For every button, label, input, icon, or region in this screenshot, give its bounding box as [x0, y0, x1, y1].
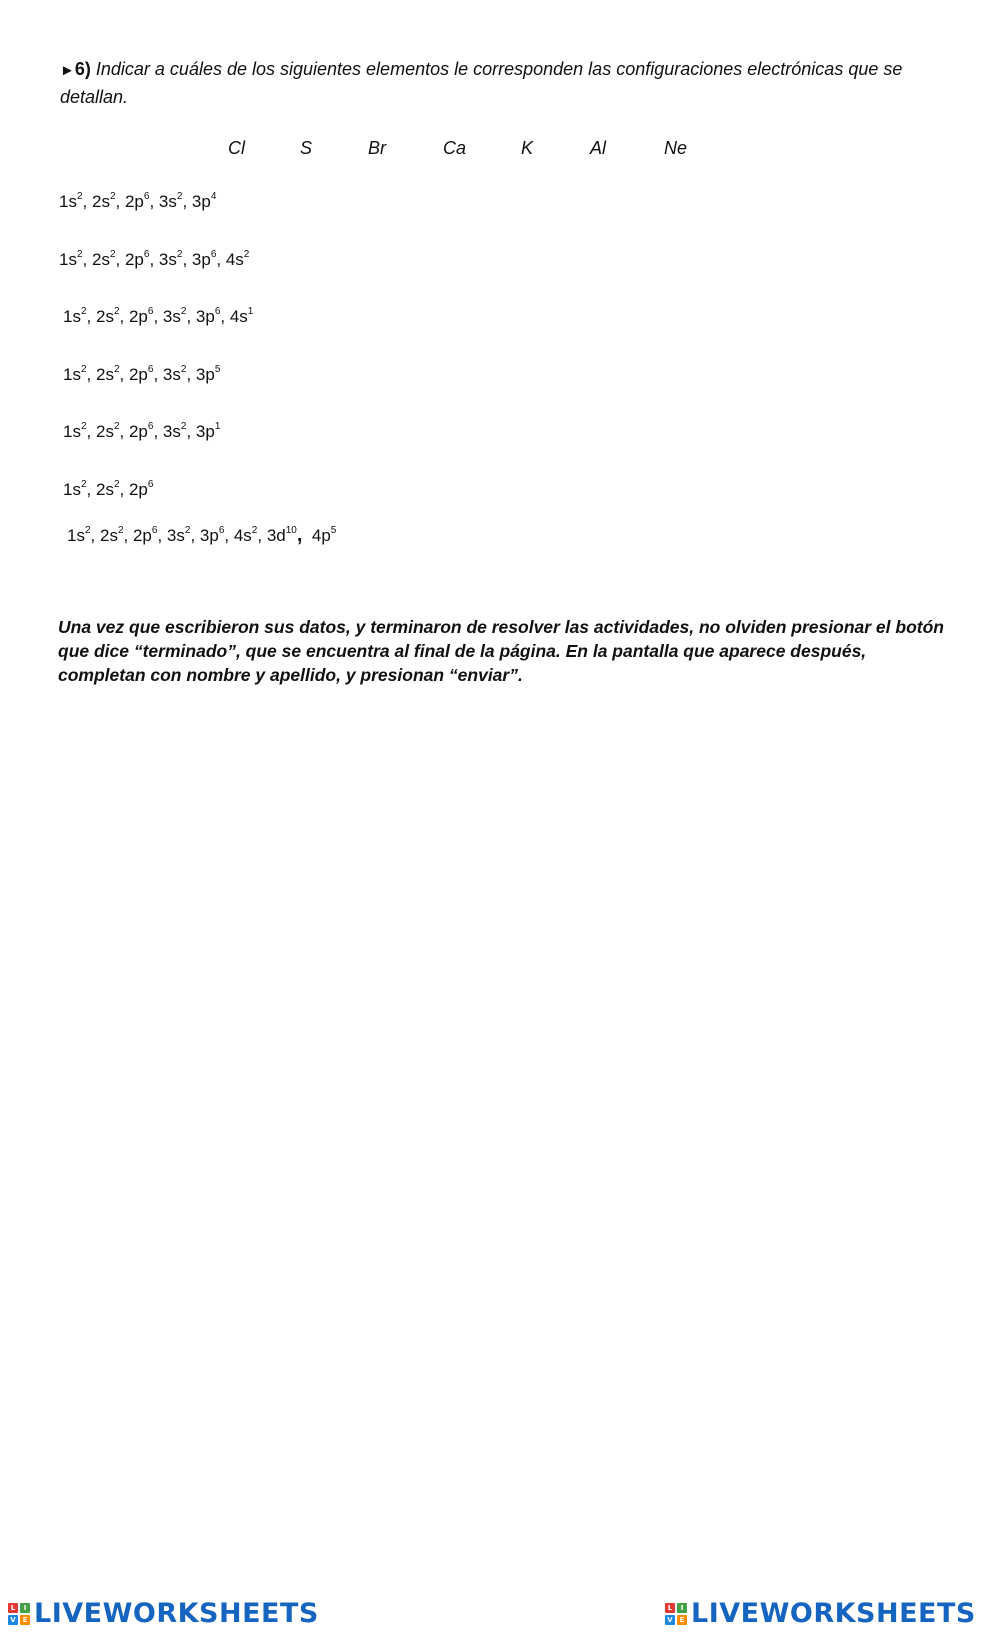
orbital-term: $2p^6$	[124, 249, 150, 269]
configuration-line: $1s^2$, $2s^2$, $2p^6$, $3s^2$, $3p^6$, $4s^1$	[63, 306, 254, 326]
logo-tile: L	[665, 1603, 675, 1613]
configuration-line: $1s^2$, $2s^2$, $2p^6$, $3s^2$, $3p^6$, $4s^2$	[59, 249, 250, 269]
orbital-term: $1s^2$	[59, 249, 83, 269]
logo-grid-icon	[8, 1603, 30, 1625]
orbital-term: $2p^6$	[132, 525, 158, 545]
orbital-term: $3s^2$	[162, 306, 187, 326]
orbital-term: $3s^2$	[158, 249, 183, 269]
orbital-term: $2s^2$	[95, 479, 120, 499]
element-symbol: Al	[590, 138, 607, 158]
orbital-term: $3p^4$	[191, 191, 217, 211]
orbital-term: $1s^2$	[59, 191, 83, 211]
logo-grid-icon	[665, 1603, 687, 1625]
logo-tile: L	[8, 1603, 18, 1613]
orbital-term: $4p^5$	[311, 525, 337, 545]
logo-tile: E	[20, 1615, 30, 1625]
configuration-line: $1s^2$, $2s^2$, $2p^6$, $3s^2$, $3p^1$	[63, 421, 221, 441]
logo-tile: E	[677, 1615, 687, 1625]
orbital-term: $2s^2$	[95, 364, 120, 384]
orbital-term: $4s^2$	[233, 525, 258, 545]
logo-tile: V	[665, 1615, 675, 1625]
orbital-term: $3p^1$	[195, 421, 221, 441]
configuration-line: $1s^2$, $2s^2$, $2p^6$, $3s^2$, $3p^6$, $4s^2$, $3d^{10}$, $4p^5$	[67, 524, 337, 546]
orbital-term: $1s^2$	[63, 421, 87, 441]
orbital-term: $1s^2$	[67, 525, 91, 545]
orbital-term: $3s^2$	[162, 421, 187, 441]
question	[60, 56, 920, 111]
orbital-term: $3s^2$	[166, 525, 191, 545]
logo-tile: I	[20, 1603, 30, 1613]
orbital-term: $4s^2$	[225, 249, 250, 269]
orbital-term: $3p^6$	[199, 525, 225, 545]
configuration-line: $1s^2$, $2s^2$, $2p^6$	[63, 479, 154, 499]
element-symbol: Ca	[443, 138, 467, 158]
orbital-term: $3s^2$	[158, 191, 183, 211]
orbital-term: $2s^2$	[95, 306, 120, 326]
orbital-term: $2s^2$	[91, 191, 116, 211]
element-symbol: Br	[368, 138, 386, 158]
logo-text: LIVEWORKSHEETS	[691, 1598, 976, 1629]
question-number: 6)	[74, 59, 91, 79]
element-symbol: Cl	[228, 138, 245, 158]
orbital-term: $4s^1$	[229, 306, 254, 326]
orbital-term: $2s^2$	[91, 249, 116, 269]
orbital-term: $2p^6$	[128, 364, 154, 384]
configuration-line: $1s^2$, $2s^2$, $2p^6$, $3s^2$, $3p^5$	[63, 364, 221, 384]
orbital-term: $2p^6$	[128, 421, 154, 441]
orbital-term: $3p^6$	[191, 249, 217, 269]
orbital-term: $3s^2$	[162, 364, 187, 384]
orbital-term: $2s^2$	[95, 421, 120, 441]
logo-text: LIVEWORKSHEETS	[34, 1598, 319, 1629]
configuration-line: $1s^2$, $2s^2$, $2p^6$, $3s^2$, $3p^4$	[59, 191, 217, 211]
instructions-note: Una vez que escribieron sus datos, y terminaron de resolver las actividades, no olviden presionar el botón que dice “terminado”, que se encuentra al final de la página. En la pantalla que aparece después, completan con nombre y apellido, y presionan “enviar”.	[58, 617, 944, 685]
orbital-term: $3d^{10}$	[266, 525, 297, 545]
logo-tile: V	[8, 1615, 18, 1625]
orbital-term: $2s^2$	[99, 525, 124, 545]
orbital-term: $1s^2$	[63, 306, 87, 326]
liveworksheets-logo-right	[665, 1598, 976, 1629]
orbital-term: $1s^2$	[63, 364, 87, 384]
orbital-term: $3p^5$	[195, 364, 221, 384]
element-symbol: K	[521, 138, 534, 158]
question-text: Indicar a cuáles de los siguientes elementos le corresponden las configuraciones electrónicas que se detallan.	[60, 59, 903, 107]
element-symbol: S	[300, 138, 313, 158]
orbital-term: $3p^6$	[195, 306, 221, 326]
orbital-term: $1s^2$	[63, 479, 87, 499]
logo-tile: I	[677, 1603, 687, 1613]
orbital-term: $2p^6$	[128, 306, 154, 326]
element-symbol: Ne	[664, 138, 688, 158]
orbital-term: $2p^6$	[128, 479, 154, 499]
orbital-term: $2p^6$	[124, 191, 150, 211]
liveworksheets-logo-left	[8, 1598, 319, 1629]
arrow-icon: ►	[60, 62, 75, 79]
